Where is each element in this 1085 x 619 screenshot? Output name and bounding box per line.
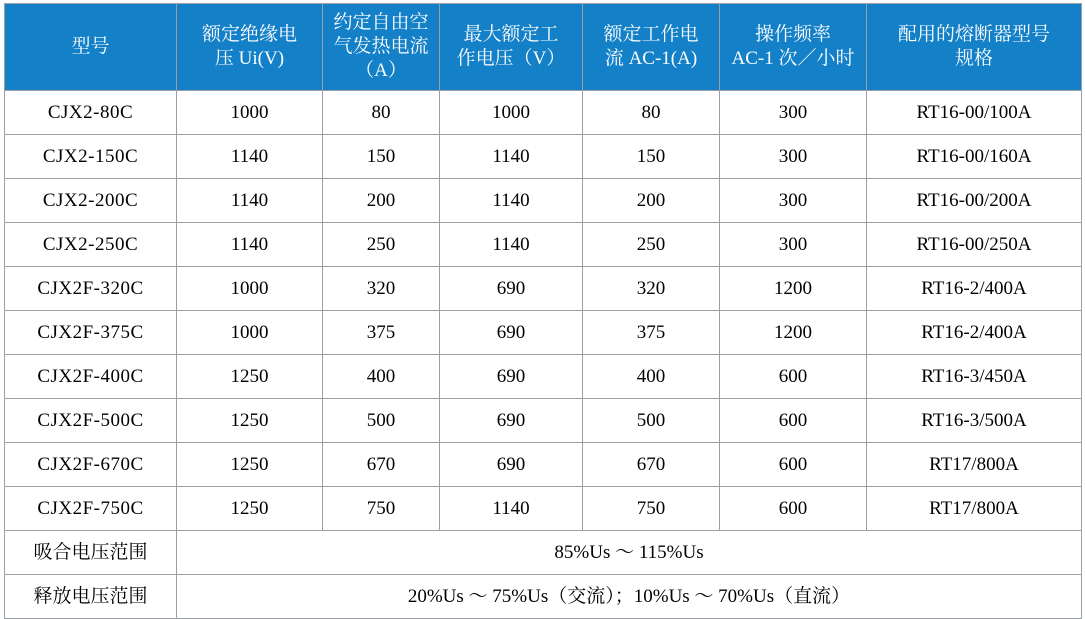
cell-pickup-voltage-label: 吸合电压范围	[5, 531, 177, 575]
cell-operating-frequency: 600	[720, 399, 867, 443]
header-line: 型号	[71, 36, 110, 58]
column-header-model	[5, 4, 177, 91]
cell-working-current: 200	[583, 179, 720, 223]
header-line: 额定绝缘电	[201, 24, 297, 46]
cell-insulation-voltage: 1000	[177, 91, 323, 135]
cell-insulation-voltage: 1250	[177, 487, 323, 531]
header-line: 额定工作电	[603, 24, 699, 46]
cell-insulation-voltage: 1000	[177, 311, 323, 355]
cell-max-voltage: 1140	[440, 135, 583, 179]
cell-working-current: 375	[583, 311, 720, 355]
cell-model: CJX2F-670C	[5, 443, 177, 487]
cell-thermal-current: 80	[323, 91, 440, 135]
table-row	[5, 355, 1082, 399]
cell-max-voltage: 690	[440, 267, 583, 311]
cell-max-voltage: 1140	[440, 487, 583, 531]
cell-pickup-voltage-value: 85%Us ～ 115%Us	[177, 531, 1082, 575]
cell-working-current: 320	[583, 267, 720, 311]
cell-fuse-spec: RT16-00/200A	[867, 179, 1082, 223]
cell-fuse-spec: RT16-00/160A	[867, 135, 1082, 179]
cell-thermal-current: 400	[323, 355, 440, 399]
cell-max-voltage: 690	[440, 311, 583, 355]
column-header-fuse-spec	[867, 4, 1082, 91]
cell-dropout-voltage-value: 20%Us ～ 75%Us（交流）；10%Us ～ 70%Us（直流）	[177, 575, 1082, 619]
cell-insulation-voltage: 1000	[177, 267, 323, 311]
cell-working-current: 80	[583, 91, 720, 135]
cell-thermal-current: 250	[323, 223, 440, 267]
cell-thermal-current: 150	[323, 135, 440, 179]
header-line: 最大额定工	[463, 24, 559, 46]
cell-max-voltage: 690	[440, 443, 583, 487]
cell-model: CJX2F-400C	[5, 355, 177, 399]
cell-thermal-current: 750	[323, 487, 440, 531]
cell-max-voltage: 690	[440, 355, 583, 399]
header-line: （A）	[355, 59, 407, 81]
header-line: 规格	[954, 48, 993, 69]
table-row	[5, 135, 1082, 179]
cell-insulation-voltage: 1140	[177, 135, 323, 179]
cell-operating-frequency: 300	[720, 135, 867, 179]
column-header-thermal-current	[323, 4, 440, 91]
cell-max-voltage: 1140	[440, 223, 583, 267]
table-row	[5, 223, 1082, 267]
cell-fuse-spec: RT16-3/500A	[867, 399, 1082, 443]
cell-model: CJX2-250C	[5, 223, 177, 267]
cell-operating-frequency: 1200	[720, 267, 867, 311]
contactor-spec-table	[4, 3, 1082, 619]
cell-model: CJX2F-375C	[5, 311, 177, 355]
cell-model: CJX2F-750C	[5, 487, 177, 531]
cell-model: CJX2-80C	[5, 91, 177, 135]
cell-operating-frequency: 600	[720, 355, 867, 399]
header-line: AC-1 次／小时	[731, 48, 855, 69]
table-body	[5, 91, 1082, 619]
table-row	[5, 311, 1082, 355]
cell-insulation-voltage: 1250	[177, 399, 323, 443]
cell-operating-frequency: 300	[720, 223, 867, 267]
cell-operating-frequency: 600	[720, 443, 867, 487]
header-line: 作电压（V）	[456, 48, 566, 69]
cell-operating-frequency: 300	[720, 91, 867, 135]
cell-working-current: 750	[583, 487, 720, 531]
column-header-rated-working-current	[583, 4, 720, 91]
cell-fuse-spec: RT17/800A	[867, 487, 1082, 531]
cell-insulation-voltage: 1250	[177, 355, 323, 399]
table-row	[5, 179, 1082, 223]
table-row	[5, 399, 1082, 443]
cell-max-voltage: 690	[440, 399, 583, 443]
table-row-pickup-voltage-range	[5, 531, 1082, 575]
table-row	[5, 91, 1082, 135]
header-line: 配用的熔断器型号	[897, 24, 1050, 46]
cell-working-current: 250	[583, 223, 720, 267]
table-row	[5, 267, 1082, 311]
cell-fuse-spec: RT16-2/400A	[867, 311, 1082, 355]
column-header-max-working-voltage	[440, 4, 583, 91]
cell-operating-frequency: 300	[720, 179, 867, 223]
header-line: 压 Ui(V)	[214, 48, 285, 69]
cell-working-current: 150	[583, 135, 720, 179]
cell-fuse-spec: RT16-00/250A	[867, 223, 1082, 267]
cell-operating-frequency: 600	[720, 487, 867, 531]
cell-insulation-voltage: 1250	[177, 443, 323, 487]
cell-thermal-current: 200	[323, 179, 440, 223]
table-header	[5, 4, 1082, 91]
header-line: 约定自由空	[333, 12, 429, 34]
column-header-operating-frequency	[720, 4, 867, 91]
cell-max-voltage: 1000	[440, 91, 583, 135]
cell-working-current: 670	[583, 443, 720, 487]
cell-model: CJX2-200C	[5, 179, 177, 223]
cell-thermal-current: 320	[323, 267, 440, 311]
cell-dropout-voltage-label: 释放电压范围	[5, 575, 177, 619]
table-row	[5, 443, 1082, 487]
cell-model: CJX2F-320C	[5, 267, 177, 311]
header-row	[5, 4, 1082, 91]
cell-insulation-voltage: 1140	[177, 179, 323, 223]
cell-working-current: 500	[583, 399, 720, 443]
column-header-rated-insulation-voltage	[177, 4, 323, 91]
cell-fuse-spec: RT17/800A	[867, 443, 1082, 487]
cell-model: CJX2F-500C	[5, 399, 177, 443]
cell-operating-frequency: 1200	[720, 311, 867, 355]
cell-working-current: 400	[583, 355, 720, 399]
cell-thermal-current: 375	[323, 311, 440, 355]
cell-model: CJX2-150C	[5, 135, 177, 179]
cell-fuse-spec: RT16-2/400A	[867, 267, 1082, 311]
cell-thermal-current: 500	[323, 399, 440, 443]
table-row	[5, 487, 1082, 531]
cell-insulation-voltage: 1140	[177, 223, 323, 267]
header-line: 流 AC-1(A)	[604, 48, 698, 69]
header-line: 气发热电流	[333, 36, 429, 58]
cell-max-voltage: 1140	[440, 179, 583, 223]
cell-thermal-current: 670	[323, 443, 440, 487]
cell-fuse-spec: RT16-3/450A	[867, 355, 1082, 399]
header-line: 操作频率	[754, 24, 831, 46]
cell-fuse-spec: RT16-00/100A	[867, 91, 1082, 135]
